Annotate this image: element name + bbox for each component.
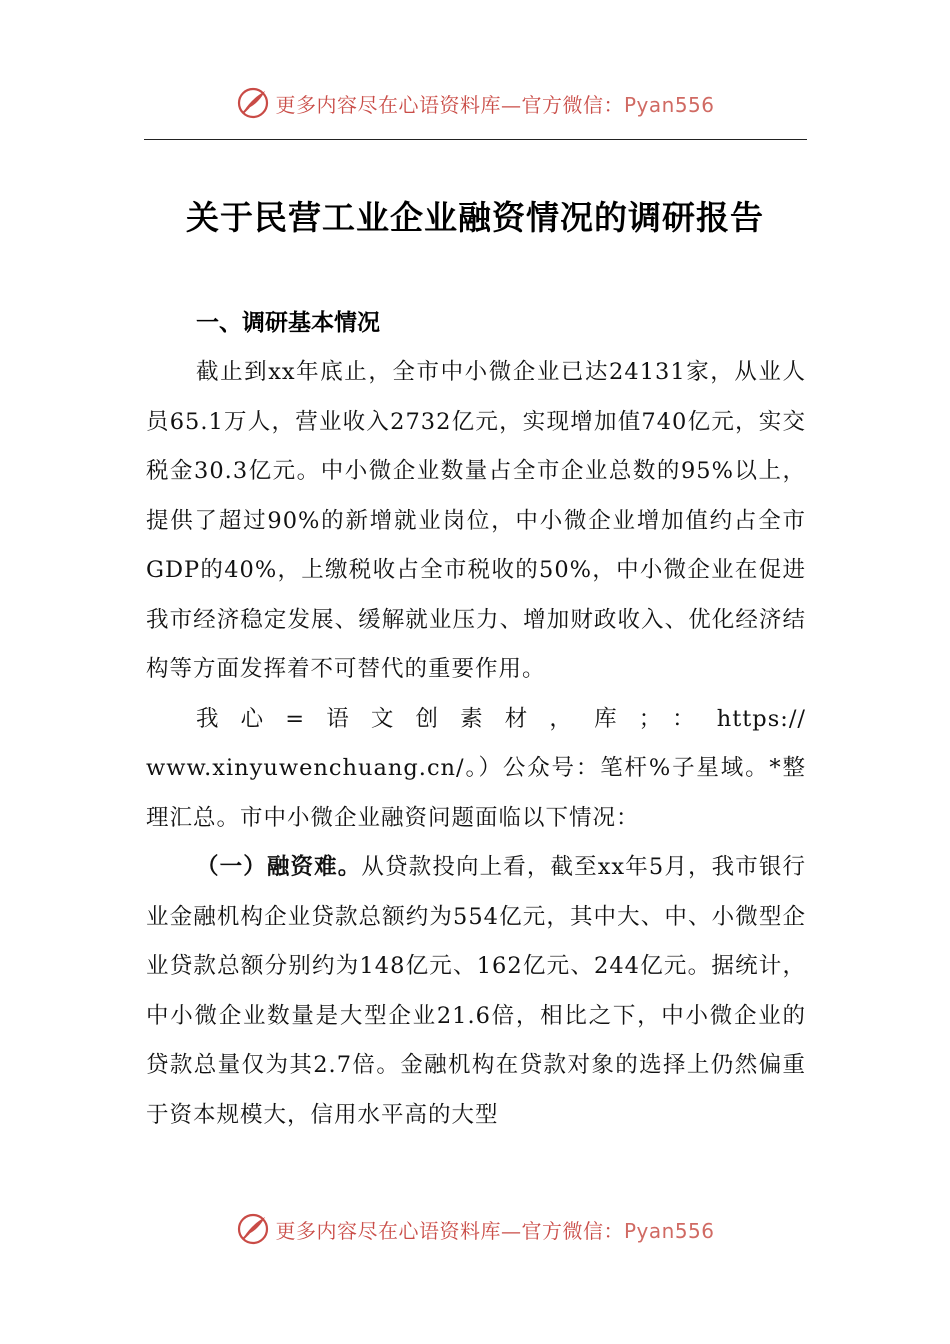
document-title: 关于民营工业企业融资情况的调研报告 [186,198,764,237]
quill-logo-icon [235,85,271,121]
document-body [146,348,806,1140]
paragraph-source-line: 我心=语文创素材，库；：https:// [196,705,806,732]
paragraph-overview: 截止到xx年底止，全市中小微企业已达24131家，从业人员65.1万人，营业收入2732亿元，实现增加值740亿元，实交税金30.3亿元。中小微企业数量占全市企业总数的95%以上，提供了超过90%的新增就业岗位，中小微企业增加值约占全市GDP的40%，上缴税收占全市税收的50%，中小微企业在促进我市经济稳定发展、缓解就业压力、增加财政收入、优化经济结构等方面发挥着不可替代的重要作用。 [146,359,806,682]
header-watermark-banner [0,83,950,123]
banner-text: 更多内容尽在心语资料库—官方微信：Pyan556 [275,1218,715,1243]
section-heading: 一、调研基本情况 [196,310,380,336]
subsection-lead: （一）融资难。 [196,854,362,880]
paragraph-financing-text: 从贷款投向上看，截至xx年5月，我市银行业金融机构企业贷款总额约为554亿元，其中大、中、小微型企业贷款总额分别约为148亿元、162亿元、244亿元。据统计，中小微企业数量是大型企业21.6倍，相比之下，中小微企业的贷款总量仅为其2.7倍。金融机构在贷款对象的选择上仍然偏重于资本规模大，信用水平高的大型 [146,854,806,1128]
paragraph-source-rest: www.xinyuwenchuang.cn/。）公众号：笔杆%子星域。*整理汇总。市中小微企业融资问题面临以下情况： [146,755,806,831]
banner-text: 更多内容尽在心语资料库—官方微信：Pyan556 [275,92,715,117]
paragraph-financing-difficulty [146,843,806,1140]
quill-logo-icon [235,1211,271,1247]
footer-watermark-banner [0,1209,950,1249]
header-divider [144,139,807,140]
